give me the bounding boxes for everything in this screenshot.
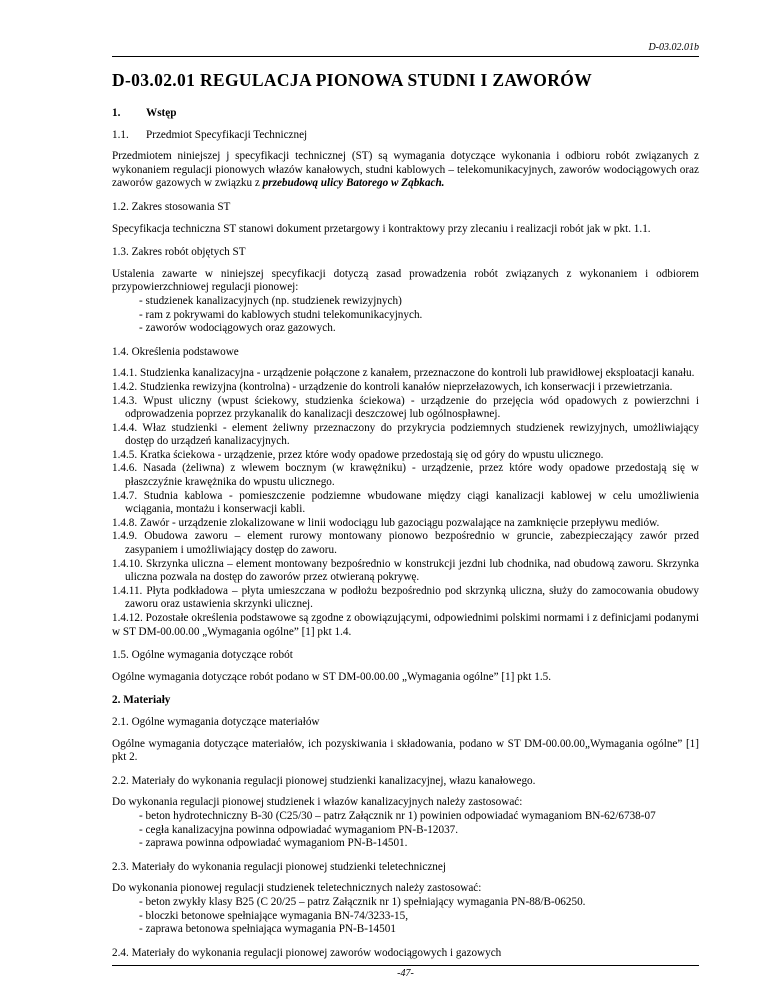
definition: 1.4.1. Studzienka kanalizacyjna - urządzenie połączone z kanałem, przeznaczone do kontroli lub prawidłowej eksploatacji kanału. — [112, 367, 695, 380]
list-item: - cegła kanalizacyjna powinna odpowiadać wymaganiom PN-B-12037. — [139, 823, 459, 836]
section-label: Wstęp — [146, 107, 177, 119]
list-item: - ram z pokrywami do kablowych studni telekomunikacyjnych. — [139, 308, 423, 321]
section-heading: 1.4. Określenia podstawowe — [112, 345, 239, 358]
list-item: - zaprawa betonowa spełniająca wymagania PN-B-14501 — [139, 923, 396, 936]
footer-rule — [112, 965, 699, 966]
document-body — [112, 107, 699, 960]
definition-final: 1.4.12. Pozostałe określenia podstawowe są zgodne z obowiązującymi, odpowiednimi polskimi normami i z definicjami podanymi w ST DM-00.00.00 „Wymagania ogólne” [1] pkt 1.4. — [112, 612, 699, 638]
section-heading: 2.2. Materiały do wykonania regulacji pionowej studzienki kanalizacyjnej, włazu kanałowego. — [112, 774, 536, 787]
paragraph: Do wykonania regulacji pionowej studzienek i włazów kanalizacyjnych należy zastosować: — [112, 796, 523, 809]
list-item: - beton hydrotechniczny B-30 (C25/30 – patrz Załącznik nr 1) powinien odpowiadać wymaganiom BN-62/6738-07 — [139, 809, 656, 822]
definition: 1.4.4. Właz studzienki - element żeliwny przeznaczony do przykrycia podziemnych studzienek rewizyjnych, umożliwiający dostęp do urządzeń kanalizacyjnych. — [112, 421, 699, 448]
list-item: - studzienek kanalizacyjnych (np. studzienek rewizyjnych) — [139, 294, 402, 307]
section-1-1-heading — [112, 129, 699, 143]
section-heading: 2.4. Materiały do wykonania regulacji pionowej zaworów wodociągowych i gazowych — [112, 946, 502, 959]
definition: 1.4.6. Nasada (żeliwna) z wlewem bocznym (w krawężniku) - urządzenie, przez które wody opadowe przedostają się w płaszczyźnie krawężnika do wpustu ulicznego. — [112, 462, 699, 489]
definition: 1.4.11. Płyta podkładowa – płyta umieszczana w podłożu bezpośrednio pod skrzynką uliczna, służy do zamocowania obudowy zaworu oraz ustawienia skrzynki ulicznej. — [112, 584, 699, 611]
list-item: - bloczki betonowe spełniające wymagania BN-74/3233-15, — [139, 909, 409, 922]
page-title: D-03.02.01 REGULACJA PIONOWA STUDNI I ZAWORÓW — [112, 70, 593, 90]
document-code: D-03.02.01b — [648, 42, 699, 53]
definition: 1.4.7. Studnia kablowa - pomieszczenie podziemne wbudowane między ciągi kanalizacji kablowej w celu umożliwienia wciągania, montażu i konserwacji kabli. — [112, 489, 699, 516]
definition: 1.4.5. Kratka ściekowa - urządzenie, przez które wody opadowe przedostają się od góry do wpustu ulicznego. — [112, 448, 604, 461]
section-number: 1. — [112, 107, 121, 119]
list-item: - zaworów wodociągowych oraz gazowych. — [139, 322, 336, 335]
header-rule — [112, 56, 699, 57]
section-1-heading — [112, 107, 699, 121]
definition: 1.4.10. Skrzynka uliczna – element montowany bezpośrednio w konstrukcji jezdni lub chodnika, nad obudową zaworu. Skrzynka uliczna pozwala na dostęp do zaworów przez otwieraną pokrywę. — [112, 557, 699, 584]
emphasis: przebudową ulicy Batorego w Ząbkach. — [262, 177, 445, 190]
paragraph: Do wykonania pionowej regulacji studzienek teletechnicznych należy zastosować: — [112, 882, 482, 895]
list-item: - beton zwykły klasy B25 (C 20/25 – patrz Załącznik nr 1) spełniający wymagania PN-88/B-06250. — [139, 895, 586, 908]
section-heading: 2.1. Ogólne wymagania dotyczące materiałów — [112, 715, 320, 728]
definition: 1.4.3. Wpust uliczny (wpust ściekowy, studzienka ściekowa) - urządzenie do przejęcia wód opadowych z powierzchni i odprowadzenia poprzez przykanalik do kanalizacji deszczowej lub ogólnospławnej. — [112, 394, 699, 421]
section-2-heading: 2. Materiały — [112, 694, 171, 707]
paragraph: Przedmiotem niniejszej j specyfikacji technicznej (ST) są wymagania dotyczące wykonania i odbioru robót związanych z wykonaniem regulacji pionowych włazów kanałowych, studni kablowych – telekomunikacyjnych, zaworów wodociągowych oraz zaworów gazowych w związku z przebudową ulicy Batorego w Ząbkach. — [112, 150, 699, 190]
section-number: 1.1. — [112, 128, 129, 141]
definition: 1.4.2. Studzienka rewizyjna (kontrolna) - urządzenie do kontroli kanałów nieprzełazowych, ich konserwacji i przewietrzania. — [112, 380, 673, 393]
page-number: -47- — [397, 968, 414, 979]
section-heading: 1.3. Zakres robót objętych ST — [112, 246, 246, 259]
section-label: Przedmiot Specyfikacji Technicznej — [146, 128, 308, 141]
list-item: - zaprawa powinna odpowiadać wymaganiom PN-B-14501. — [139, 837, 408, 850]
section-heading: 1.5. Ogólne wymagania dotyczące robót — [112, 649, 293, 662]
section-heading: 1.2. Zakres stosowania ST — [112, 200, 231, 213]
paragraph: Ogólne wymagania dotyczące robót podano w ST DM-00.00.00 „Wymagania ogólne” [1] pkt 1.5. — [112, 670, 552, 683]
paragraph: Ustalenia zawarte w niniejszej specyfikacji dotyczą zasad prowadzenia robót związanych z wykonaniem i odbiorem przypowierzchniowej regulacji pionowej: — [112, 267, 699, 294]
definition: 1.4.9. Obudowa zaworu – element rurowy montowany pionowo bezpośrednio w gruncie, zabezpieczający zawór przed zasypaniem i umożliwiający dostęp do zaworu. — [112, 530, 699, 557]
paragraph: Ogólne wymagania dotyczące materiałów, ich pozyskiwania i składowania, podano w ST DM-00.00.00„Wymagania ogólne” [1] pkt 2. — [112, 737, 699, 764]
section-heading: 2.3. Materiały do wykonania regulacji pionowej studzienki teletechnicznej — [112, 860, 446, 873]
definition: 1.4.8. Zawór - urządzenie zlokalizowane w linii wodociągu lub gazociągu pozwalające na zamknięcie przepływu mediów. — [112, 516, 660, 529]
paragraph: Specyfikacja techniczna ST stanowi dokument przetargowy i kontraktowy przy zlecaniu i realizacji robót jak w pkt. 1.1. — [112, 222, 651, 235]
